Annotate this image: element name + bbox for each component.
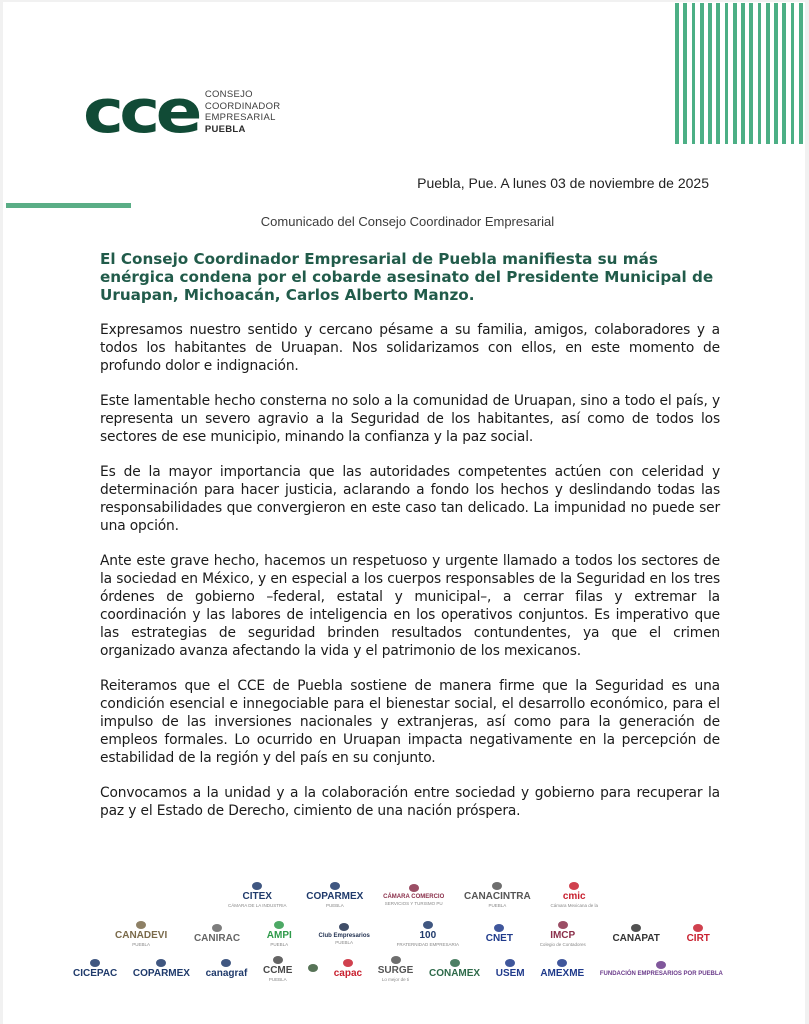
cce-logo	[83, 77, 281, 147]
capac-icon	[343, 959, 353, 967]
stripe	[716, 3, 720, 144]
sponsor-logo: IMCP Colegio de Contadores	[540, 921, 586, 948]
cce-logo-text: CONSEJO COORDINADOR EMPRESARIAL PUEBLA	[204, 89, 281, 135]
sponsor-logo	[308, 964, 318, 974]
paragraph: Convocamos a la unidad y a la colaboración entre sociedad y gobierno para recuperar la paz y el Estado de Derecho, cimiento de una nación próspera.	[100, 785, 720, 819]
stripe	[774, 3, 778, 144]
stripe	[692, 3, 696, 144]
sponsor-logo: 100 FRATERNIDAD EMPRESARIA	[397, 921, 459, 948]
canapat-icon	[631, 924, 641, 932]
triangle-emblem-icon	[308, 964, 318, 972]
sponsor-logo: CITEX CÁMARA DE LA INDUSTRIA	[228, 882, 287, 909]
date-line: Puebla, Pue. A lunes 03 de noviembre de 2025	[417, 175, 709, 191]
sponsor-logo: COPARMEX	[133, 959, 190, 979]
paragraph: Es de la mayor importancia que las autoridades competentes actúen con celeridad y determinación para hacer justicia, aclarando a fondo los hechos y deslindando todas las responsabilidades que convergieron en este caso tan delicado. La impunidad no puede ser una opción.	[100, 464, 720, 534]
sponsor-row-3	[73, 952, 723, 986]
ccme-icon	[273, 956, 283, 964]
sponsor-row-2	[115, 918, 710, 950]
paragraph: Expresamos nuestro sentido y cercano pésame a su familia, amigos, colaboradores y a todos los habitantes de Uruapan. Nos solidarizamos con ellos, en este momento de profundo dolor e indignación.	[100, 322, 720, 374]
sponsor-logo: cmic Cámara Mexicana de la	[550, 882, 598, 909]
decorative-stripes	[675, 3, 807, 144]
coparmex-icon	[330, 882, 340, 890]
stripe	[708, 3, 712, 144]
amexme-icon	[557, 959, 567, 967]
sponsor-logo: AMPI PUEBLA	[267, 921, 292, 948]
sponsor-logo: CIRT	[687, 924, 710, 944]
sponsor-logo: CÁMARA COMERCIO SERVICIOS Y TURISMO PU	[383, 884, 444, 907]
sponsor-logo: CCME PUEBLA	[263, 956, 292, 983]
club-empresarios-icon	[339, 923, 349, 931]
sponsor-logo: USEM	[496, 959, 525, 979]
sponsor-row-1	[228, 880, 598, 910]
sponsor-logo: FUNDACIÓN EMPRESARIOS POR PUEBLA	[600, 961, 723, 977]
stripe	[766, 3, 770, 144]
stripe	[799, 3, 803, 144]
sponsor-logo: CANADEVI PUEBLA	[115, 921, 167, 948]
fraternidad-100-icon	[423, 921, 433, 929]
stripe	[782, 3, 786, 144]
sponsor-logo: SURGE Lo mejor de ti	[378, 956, 414, 983]
document-page	[3, 2, 805, 1024]
cce-logo-mark: cce	[83, 77, 198, 147]
document-subtitle: Comunicado del Consejo Coordinador Empresarial	[260, 214, 555, 229]
stripe	[683, 3, 687, 144]
sponsor-logo: CANIRAC	[194, 924, 240, 944]
stripe	[749, 3, 753, 144]
imcp-icon	[558, 921, 568, 929]
canadevi-icon	[136, 921, 146, 929]
citex-icon	[252, 882, 262, 890]
canacintra-icon	[492, 882, 502, 890]
document-body	[100, 250, 720, 837]
cicepac-icon	[90, 959, 100, 967]
sponsor-logo: CANACINTRA PUEBLA	[464, 882, 531, 909]
conamex-icon	[450, 959, 460, 967]
canagraf-icon	[221, 959, 231, 967]
usem-icon	[505, 959, 515, 967]
sponsor-logo: CONAMEX	[429, 959, 480, 979]
canaco-icon	[409, 884, 419, 892]
stripe	[700, 3, 704, 144]
sponsor-logo: CICEPAC	[73, 959, 117, 979]
sponsor-logo: CANAPAT	[612, 924, 659, 944]
stripe	[675, 3, 679, 144]
coparmex-icon	[156, 959, 166, 967]
stripe	[791, 3, 795, 144]
sponsor-logo: Club Empresarios PUEBLA	[319, 923, 370, 946]
paragraph: Reiteramos que el CCE de Puebla sostiene de manera firme que la Seguridad es una condición esencial e innegociable para el bienestar social, el desarrollo económico, para el impulso de las inversiones nacionales y extranjeras, así como para la generación de empleos formales. Lo ocurrido en Uruapan impacta negativamente en la percepción de estabilidad de la región y del país en su conjunto.	[100, 678, 720, 766]
surge-icon	[391, 956, 401, 964]
fundacion-icon	[656, 961, 666, 969]
paragraph: Este lamentable hecho consterna no solo a la comunidad de Uruapan, sino a todo el país, y representa un severo agravio a la Seguridad de los habitantes, así como de todos los sectores de ese municipio, minando la confianza y la paz social.	[100, 393, 720, 445]
sponsor-logo: CNET	[486, 924, 513, 944]
cnet-icon	[494, 924, 504, 932]
cirt-icon	[693, 924, 703, 932]
paragraph: Ante este grave hecho, hacemos un respetuoso y urgente llamado a todos los sectores de la sociedad en México, y en especial a los cuerpos responsables de la Seguridad en los tres órdenes de gobierno –federal, estatal y municipal–, a cerrar filas y extremar la coordinación y las labores de inteligencia en los operativos conjuntos. Es imperativo que las estrategias de seguridad brinden resultados contundentes, ya que el crimen organizado avanza afectando la vida y el patrimonio de los mexicanos.	[100, 553, 720, 659]
sponsor-logo: AMEXME	[540, 959, 584, 979]
ampi-icon	[274, 921, 284, 929]
headline: El Consejo Coordinador Empresarial de Puebla manifiesta su más enérgica condena por el cobarde asesinato del Presidente Municipal de Uruapan, Michoacán, Carlos Alberto Manzo.	[100, 250, 714, 304]
stripe	[741, 3, 745, 144]
sponsor-logo: COPARMEX PUEBLA	[306, 882, 363, 909]
stripe	[758, 3, 762, 144]
sponsor-logo: canagraf	[206, 959, 248, 979]
stripe	[725, 3, 729, 144]
accent-bar	[6, 203, 131, 208]
sponsor-logo: capac	[334, 959, 362, 979]
canirac-icon	[212, 924, 222, 932]
stripe	[733, 3, 737, 144]
cmic-icon	[569, 882, 579, 890]
